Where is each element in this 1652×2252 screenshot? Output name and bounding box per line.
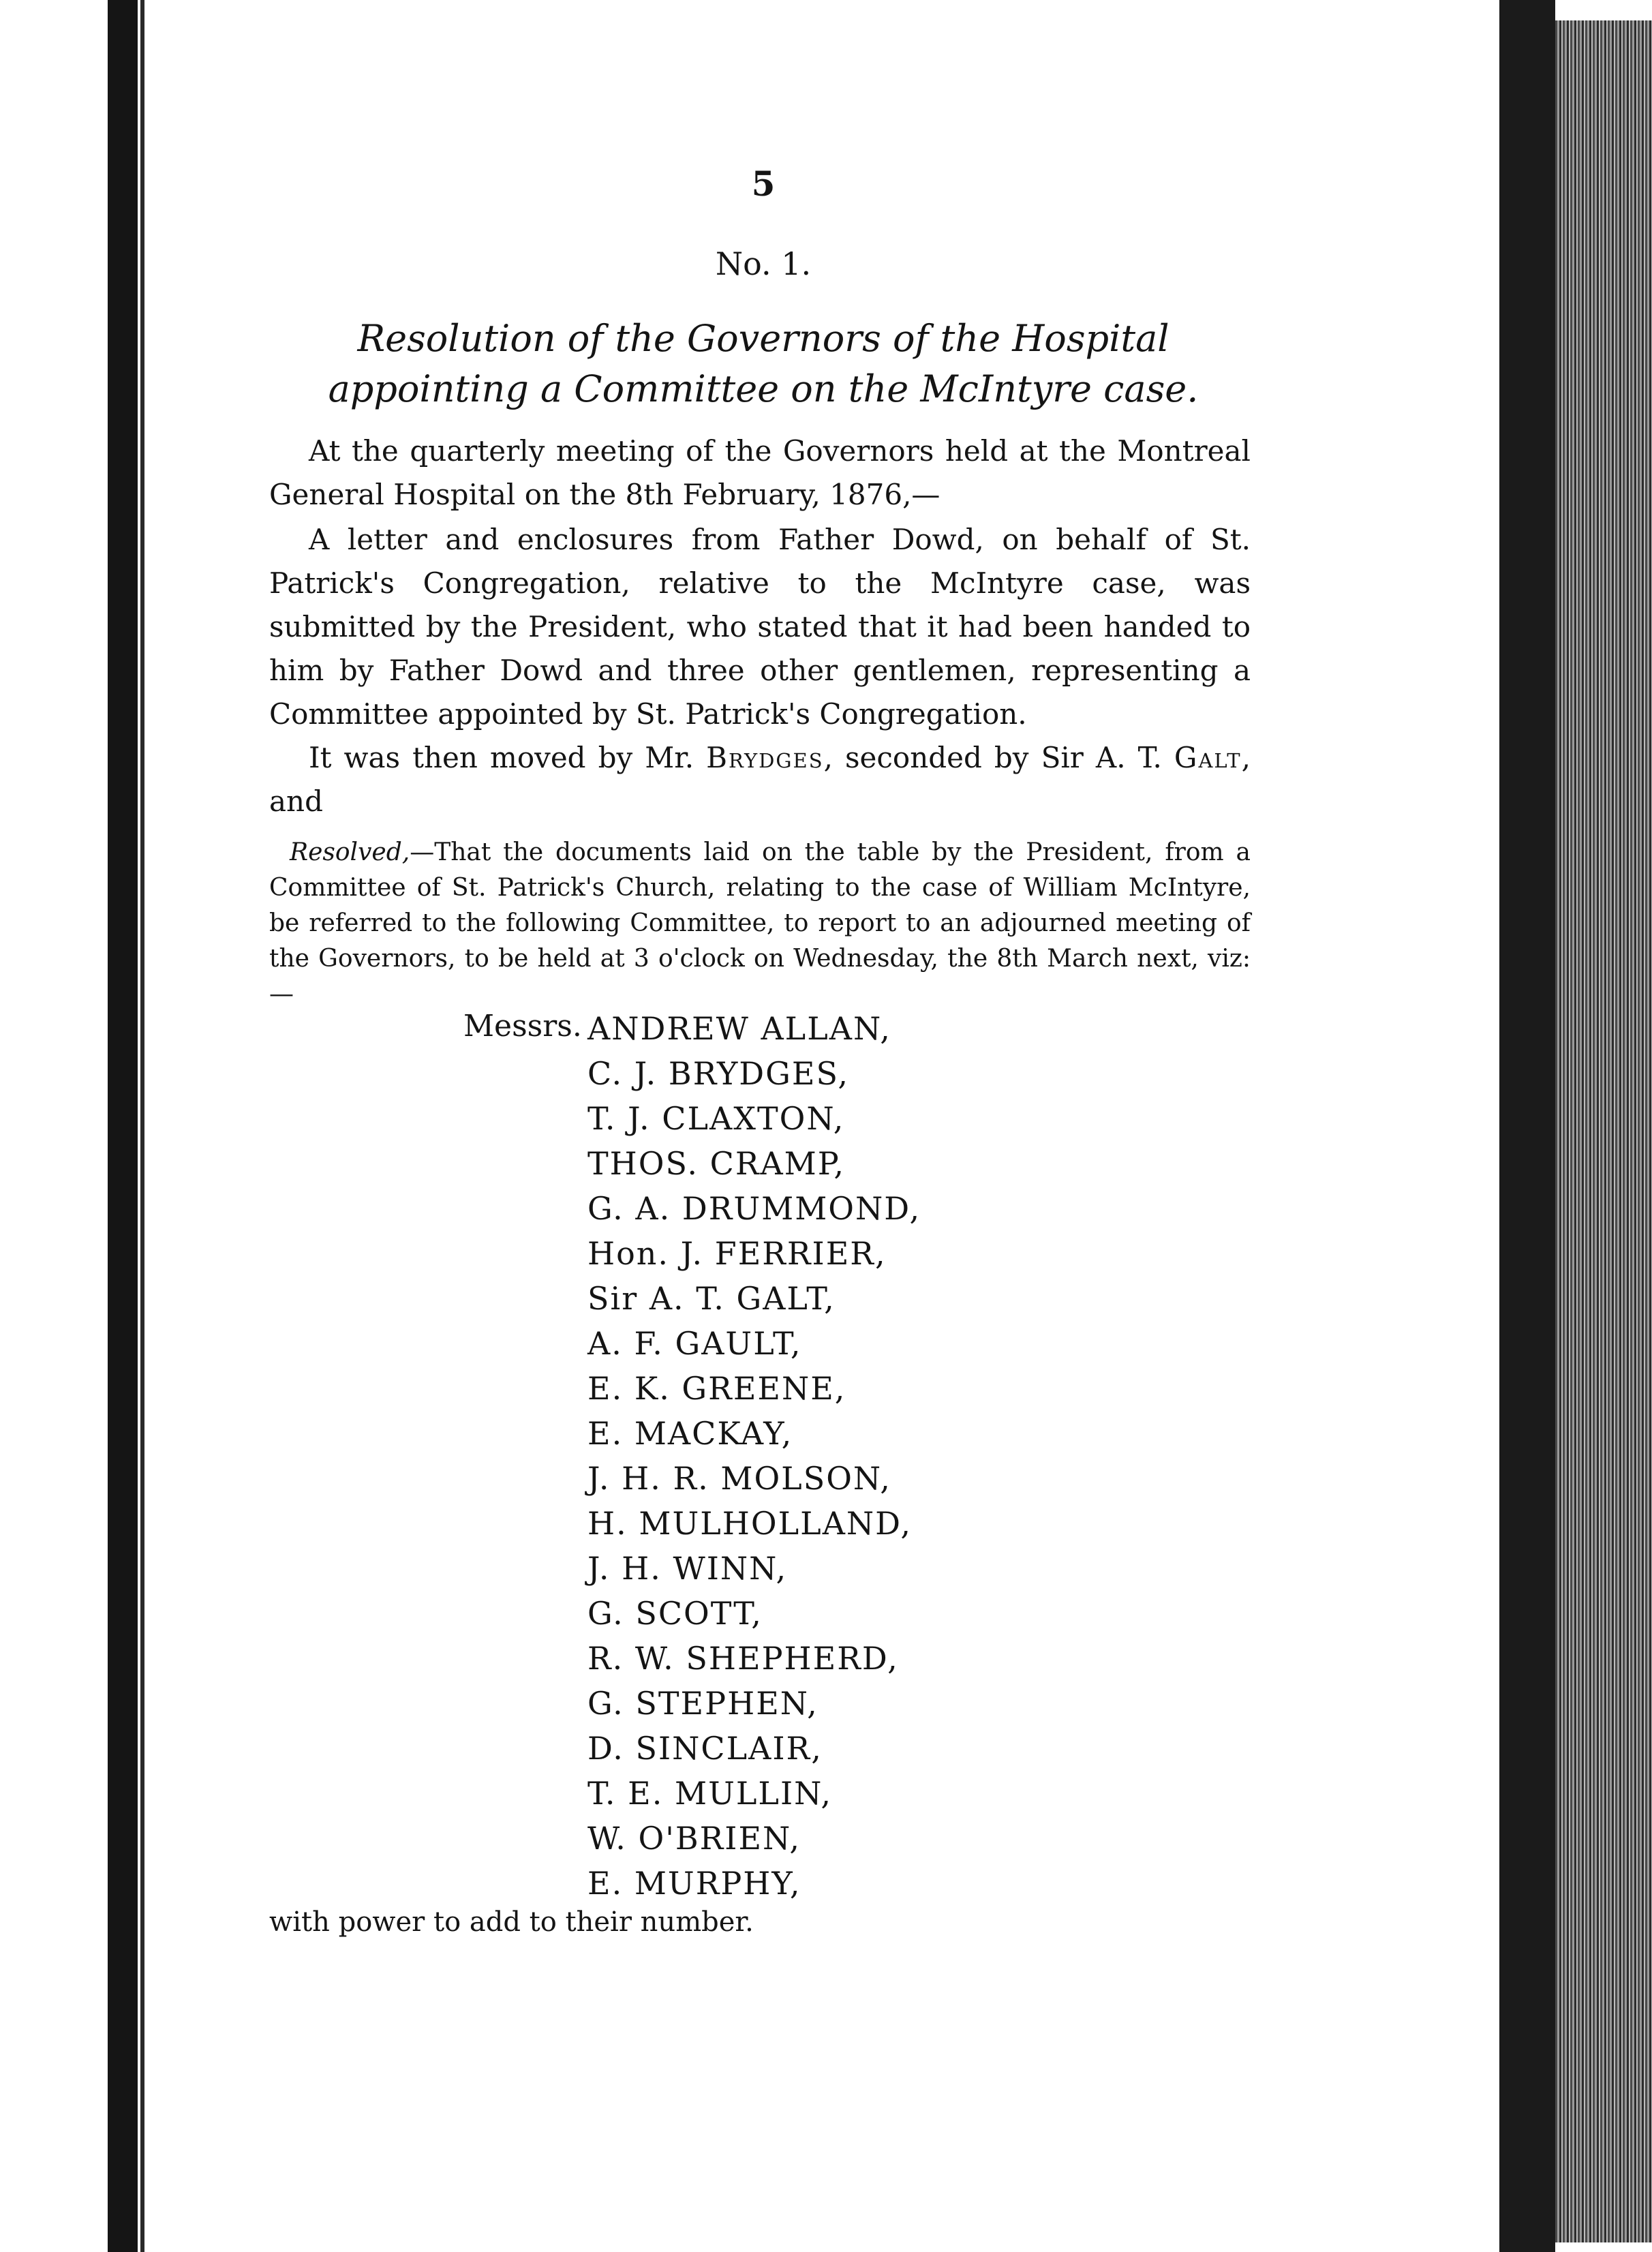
committee-member: Hon. J. FERRIER, xyxy=(587,1235,887,1272)
committee-member: J. H. WINN, xyxy=(587,1550,788,1587)
committee-member: C. J. BRYDGES, xyxy=(587,1055,850,1092)
right-book-spine xyxy=(1499,0,1555,2252)
committee-member: E. MURPHY, xyxy=(587,1865,801,1902)
motion-end: , and xyxy=(269,741,1251,818)
committee-member: D. SINCLAIR, xyxy=(587,1730,823,1767)
page-number: 5 xyxy=(751,164,776,204)
page-stack-top xyxy=(1555,0,1652,20)
motion-seconder: Galt xyxy=(1174,741,1242,774)
committee-member: G. STEPHEN, xyxy=(587,1685,819,1722)
document-number: No. 1. xyxy=(715,245,812,282)
motion-mover: Brydges xyxy=(706,741,824,774)
left-spine-line xyxy=(140,0,144,2252)
paragraph-meeting: At the quarterly meeting of the Governors held at the Montreal General Hospital on the 8th February, 1876,— xyxy=(269,434,1251,511)
committee-member-list xyxy=(587,1006,1065,1906)
resolution-lead: Resolved, xyxy=(290,838,410,866)
committee-member: W. O'BRIEN, xyxy=(587,1820,801,1857)
committee-member: Sir A. T. GALT, xyxy=(587,1280,836,1317)
paragraph-motion xyxy=(269,736,1251,823)
document-title: Resolution of the Governors of the Hospital appointing a Committee on the McIntyre case. xyxy=(328,317,1199,410)
committee-member: R. W. SHEPHERD, xyxy=(587,1640,899,1677)
committee-member: E. K. GREENE, xyxy=(587,1370,846,1407)
closing-line: with power to add to their number. xyxy=(269,1906,754,1938)
committee-member: G. A. DRUMMOND, xyxy=(587,1190,921,1227)
motion-start: It was then moved by Mr. xyxy=(309,741,694,774)
motion-mid: , seconded by Sir A. T. xyxy=(823,741,1162,774)
left-page-edge xyxy=(0,0,109,2252)
committee-member: E. MACKAY, xyxy=(587,1415,793,1452)
committee-member: A. F. GAULT, xyxy=(587,1325,802,1362)
page-stack-edges xyxy=(1555,20,1652,2242)
paragraph-letter: A letter and enclosures from Father Dowd, on behalf of St. Patrick's Congregation, relative to the McIntyre case, was submitted by the President, who stated that it had been handed to him by Father Dowd and three other gentlemen, representing a Committee appointed by St. Patrick's Congregation. xyxy=(269,523,1251,731)
resolution-text: —That the documents laid on the table by the President, from a Committee of St. Patrick's Church, relating to the case of William McIntyre, be referred to the following Committee, to report to an adjourned meeting of the Governors, to be held at 3 o'clock on Wednesday, the 8th March next, viz:— xyxy=(269,838,1251,1008)
committee-member: H. MULHOLLAND, xyxy=(587,1505,913,1542)
committee-member: T. E. MULLIN, xyxy=(587,1775,833,1812)
committee-member: J. H. R. MOLSON, xyxy=(587,1460,891,1497)
committee-member: ANDREW ALLAN, xyxy=(587,1010,891,1047)
committee-member: THOS. CRAMP, xyxy=(587,1145,846,1182)
resolution-paragraph xyxy=(269,835,1251,1012)
committee-member: T. J. CLAXTON, xyxy=(587,1100,845,1137)
committee-member: G. SCOTT, xyxy=(587,1595,763,1632)
committee-prefix: Messrs. xyxy=(463,1009,582,1044)
left-book-spine xyxy=(108,0,138,2252)
